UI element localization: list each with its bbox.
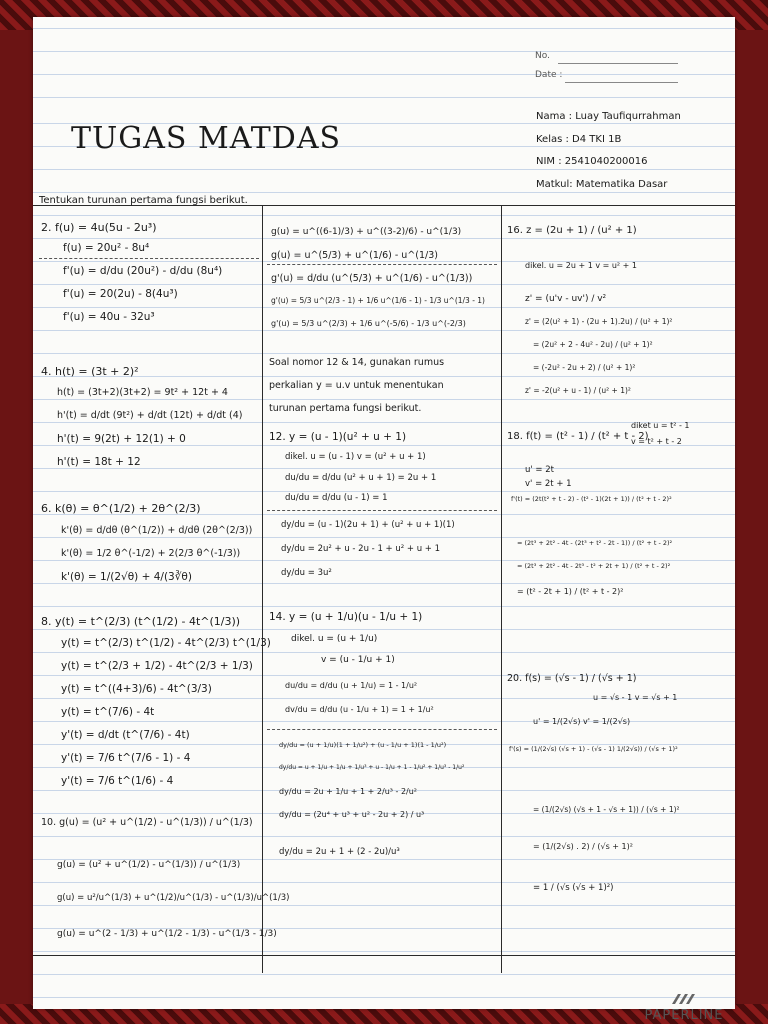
problem-10: 10. g(u) = (u² + u^(1/2) - u^(1/3)) / u^(1/3) bbox=[41, 817, 253, 828]
work-line: g(u) = (u² + u^(1/2) - u^(1/3)) / u^(1/3) bbox=[57, 860, 241, 870]
student-class: Kelas : D4 TKI 1B bbox=[536, 134, 622, 145]
dashed-separator bbox=[267, 264, 497, 266]
work-line: dv/du = d/du (u - 1/u + 1) = 1 + 1/u² bbox=[285, 705, 434, 714]
student-name: Nama : Luay Taufiqurrahman bbox=[536, 111, 681, 122]
work-line: h'(t) = d/dt (9t²) + d/dt (12t) + d/dt (4) bbox=[57, 410, 243, 421]
date-label: Date : bbox=[535, 70, 563, 80]
problem-4: 4. h(t) = (3t + 2)² bbox=[41, 365, 139, 378]
column-divider-1 bbox=[262, 205, 263, 973]
work-line: dy/du = (u - 1)(2u + 1) + (u² + u + 1)(1) bbox=[281, 520, 455, 530]
work-line: f(u) = 20u² - 8u⁴ bbox=[63, 242, 150, 254]
problem-18: 18. f(t) = (t² - 1) / (t² + t - 2) bbox=[507, 431, 649, 442]
work-line: = (2t³ + 2t² - 4t - (2t³ + t² - 2t - 1)) / (t² + t - 2)² bbox=[517, 539, 673, 547]
table-bottom-rule bbox=[33, 955, 735, 956]
work-line: h(t) = (3t+2)(3t+2) = 9t² + 12t + 4 bbox=[57, 387, 228, 398]
work-line: g'(u) = 5/3 u^(2/3 - 1) + 1/6 u^(1/6 - 1) - 1/3 u^(1/3 - 1) bbox=[271, 296, 485, 305]
work-line: y'(t) = 7/6 t^(7/6 - 1) - 4 bbox=[61, 752, 191, 764]
work-line: z' = (u'v - uv') / v² bbox=[525, 294, 607, 304]
work-line: dy/du = 2u² + u - 2u - 1 + u² + u + 1 bbox=[281, 544, 441, 554]
work-line: dy/du = 2u + 1/u + 1 + 2/u³ - 2/u² bbox=[279, 787, 418, 796]
work-line: f'(u) = 40u - 32u³ bbox=[63, 311, 155, 323]
paperline-logo bbox=[639, 992, 729, 1023]
work-line: h'(t) = 9(2t) + 12(1) + 0 bbox=[57, 433, 186, 445]
page-title: TUGAS MATDAS bbox=[71, 121, 342, 156]
work-line: v' = 2t + 1 bbox=[525, 479, 572, 489]
work-line: g'(u) = d/du (u^(5/3) + u^(1/6) - u^(1/3)) bbox=[271, 273, 473, 284]
problem-8: 8. y(t) = t^(2/3) (t^(1/2) - 4t^(1/3)) bbox=[41, 615, 241, 628]
problem-12: 12. y = (u - 1)(u² + u + 1) bbox=[269, 431, 407, 443]
work-line: dy/du = 2u + 1 + (2 - 2u)/u³ bbox=[279, 847, 400, 857]
no-line bbox=[558, 63, 678, 64]
dashed-separator bbox=[267, 510, 497, 512]
work-line: = 1 / (√s (√s + 1)²) bbox=[533, 883, 614, 893]
work-line: f'(t) = (2t(t² + t - 2) - (t² - 1)(2t + 1)) / (t² + t - 2)² bbox=[511, 495, 672, 503]
work-line: y(t) = t^((4+3)/6) - 4t^(3/3) bbox=[61, 683, 212, 695]
instruction-text: Tentukan turunan pertama fungsi berikut. bbox=[39, 195, 248, 206]
work-line: v = (u - 1/u + 1) bbox=[321, 655, 395, 665]
paperline-logo-icon bbox=[670, 992, 698, 1006]
work-line: f'(s) = (1/(2√s) (√s + 1) - (√s - 1) 1/(2√s)) / (√s + 1)² bbox=[509, 745, 678, 753]
work-line: = (2u² + 2 - 4u² - 2u) / (u² + 1)² bbox=[533, 340, 653, 349]
work-line: g(u) = u^(5/3) + u^(1/6) - u^(1/3) bbox=[271, 250, 438, 261]
work-line: u = √s - 1 v = √s + 1 bbox=[593, 693, 678, 702]
brand-name: PAPERLINE bbox=[644, 1008, 724, 1023]
problem-6: 6. k(θ) = θ^(1/2) + 2θ^(2/3) bbox=[41, 502, 201, 515]
work-line: g(u) = u^(2 - 1/3) + u^(1/2 - 1/3) - u^(1/3 - 1/3) bbox=[57, 929, 277, 939]
work-line: k'(θ) = d/dθ (θ^(1/2)) + d/dθ (2θ^(2/3)) bbox=[61, 525, 253, 536]
work-line: dy/du = u + 1/u + 1/u + 1/u³ + u - 1/u + 1 - 1/u² + 1/u³ - 1/u² bbox=[279, 764, 465, 771]
work-line: y'(t) = d/dt (t^(7/6) - 4t) bbox=[61, 729, 190, 741]
instruction-note: Soal nomor 12 & 14, gunakan rumus bbox=[269, 357, 445, 368]
work-line: = (2t³ + 2t² - 4t - 2t³ - t² + 2t + 1) / (t² + t - 2)² bbox=[517, 562, 671, 570]
work-line: g(u) = u²/u^(1/3) + u^(1/2)/u^(1/3) - u^(1/3)/u^(1/3) bbox=[57, 893, 290, 903]
no-label: No. bbox=[535, 51, 550, 61]
notebook-page bbox=[33, 17, 735, 1023]
instruction-note: turunan pertama fungsi berikut. bbox=[269, 403, 422, 414]
work-line: g(u) = u^((6-1)/3) + u^((3-2)/6) - u^(1/3) bbox=[271, 227, 462, 237]
work-line: g'(u) = 5/3 u^(2/3) + 1/6 u^(-5/6) - 1/3 u^(-2/3) bbox=[271, 319, 466, 328]
student-id: NIM : 2541040200016 bbox=[536, 156, 648, 167]
column-divider-2 bbox=[501, 205, 502, 973]
work-line: du/du = d/du (u² + u + 1) = 2u + 1 bbox=[285, 473, 437, 483]
course-name: Matkul: Matematika Dasar bbox=[536, 179, 668, 190]
problem-14: 14. y = (u + 1/u)(u - 1/u + 1) bbox=[269, 611, 423, 623]
work-line: dy/du = 3u² bbox=[281, 568, 332, 578]
dashed-separator bbox=[267, 729, 497, 731]
work-line: v = t² + t - 2 bbox=[631, 437, 682, 446]
work-line: dy/du = (u + 1/u)(1 + 1/u²) + (u - 1/u + 1)(1 - 1/u²) bbox=[279, 741, 447, 749]
work-line: y(t) = t^(2/3) t^(1/2) - 4t^(2/3) t^(1/3) bbox=[61, 637, 271, 649]
work-line: dikel. u = 2u + 1 v = u² + 1 bbox=[525, 261, 637, 270]
problem-16: 16. z = (2u + 1) / (u² + 1) bbox=[507, 225, 637, 236]
work-line: f'(u) = 20(2u) - 8(4u³) bbox=[63, 288, 178, 300]
work-line: z' = (2(u² + 1) - (2u + 1).2u) / (u² + 1)² bbox=[525, 317, 673, 326]
work-line: dy/du = (2u⁴ + u³ + u² - 2u + 2) / u³ bbox=[279, 810, 425, 819]
work-line: u' = 2t bbox=[525, 465, 554, 475]
work-line: z' = -2(u² + u - 1) / (u² + 1)² bbox=[525, 386, 631, 395]
work-line: dikel. u = (u + 1/u) bbox=[291, 634, 378, 644]
work-line: = (1/(2√s) . 2) / (√s + 1)² bbox=[533, 842, 633, 851]
work-line: k'(θ) = 1/2 θ^(-1/2) + 2(2/3 θ^(-1/3)) bbox=[61, 548, 241, 559]
work-line: dikel. u = (u - 1) v = (u² + u + 1) bbox=[285, 452, 426, 462]
work-line: u' = 1/(2√s) v' = 1/(2√s) bbox=[533, 717, 631, 726]
work-line: = (-2u² - 2u + 2) / (u² + 1)² bbox=[533, 363, 636, 372]
work-line: du/du = d/du (u + 1/u) = 1 - 1/u² bbox=[285, 681, 418, 690]
work-line: y(t) = t^(7/6) - 4t bbox=[61, 706, 155, 718]
date-line bbox=[565, 82, 678, 83]
work-line: y(t) = t^(2/3 + 1/2) - 4t^(2/3 + 1/3) bbox=[61, 660, 253, 672]
work-line: du/du = d/du (u - 1) = 1 bbox=[285, 493, 388, 503]
work-line: k'(θ) = 1/(2√θ) + 4/(3∛θ) bbox=[61, 571, 192, 583]
work-line: h'(t) = 18t + 12 bbox=[57, 456, 141, 468]
work-line: = (t² - 2t + 1) / (t² + t - 2)² bbox=[517, 587, 624, 596]
instruction-note: perkalian y = u.v untuk menentukan bbox=[269, 380, 444, 391]
work-line: diket u = t² - 1 bbox=[631, 421, 690, 430]
work-line: = (1/(2√s) (√s + 1 - √s + 1)) / (√s + 1)² bbox=[533, 805, 680, 814]
dashed-separator bbox=[39, 258, 259, 260]
problem-20: 20. f(s) = (√s - 1) / (√s + 1) bbox=[507, 673, 637, 684]
problem-2: 2. f(u) = 4u(5u - 2u³) bbox=[41, 221, 157, 234]
work-line: f'(u) = d/du (20u²) - d/du (8u⁴) bbox=[63, 265, 223, 277]
work-line: y'(t) = 7/6 t^(1/6) - 4 bbox=[61, 775, 174, 787]
